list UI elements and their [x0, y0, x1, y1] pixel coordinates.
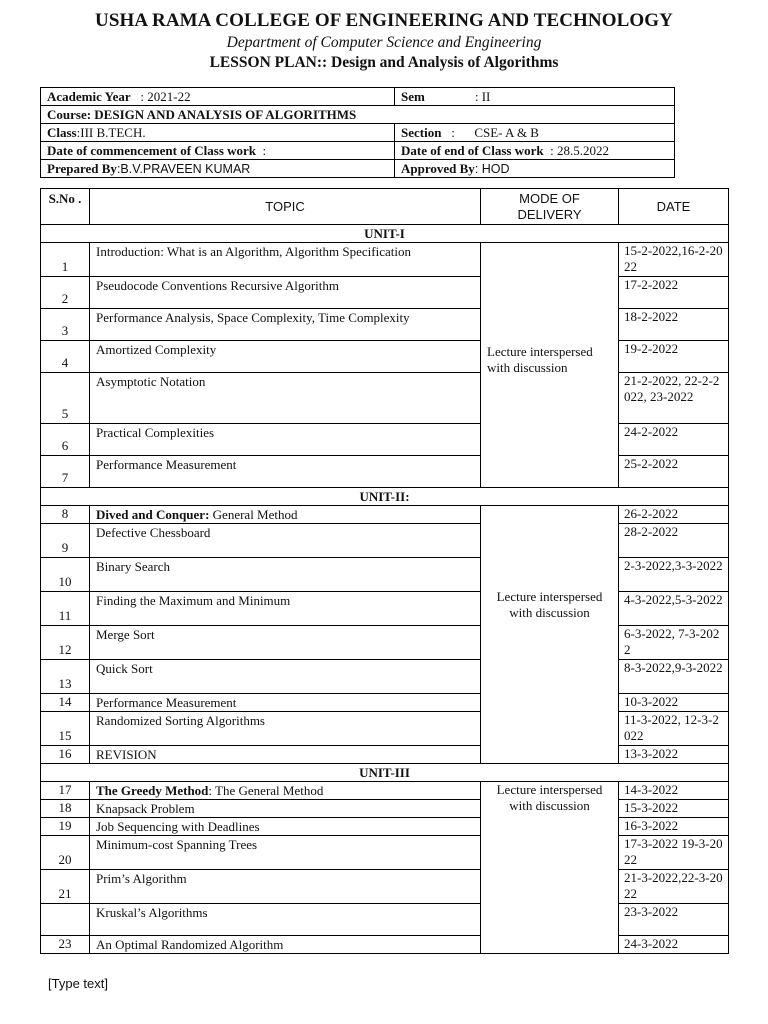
row-topic: Binary Search [90, 558, 481, 592]
row-topic: REVISION [90, 746, 481, 764]
row-sno: 20 [41, 836, 90, 870]
row-topic: Introduction: What is an Algorithm, Algorithm Specification [90, 243, 481, 277]
table-row [41, 626, 729, 660]
col-header-sno: S.No . [41, 189, 90, 225]
row-date: 13-3-2022 [619, 746, 729, 764]
row-topic: Finding the Maximum and Minimum [90, 592, 481, 626]
row-topic: Performance Measurement [90, 456, 481, 488]
col-header-date: DATE [619, 189, 729, 225]
row-topic: Merge Sort [90, 626, 481, 660]
course-info-table [40, 87, 675, 178]
row-date: 4-3-2022,5-3-2022 [619, 592, 729, 626]
table-row [41, 309, 729, 341]
row-topic: Asymptotic Notation [90, 373, 481, 424]
table-row [41, 870, 729, 904]
row-sno: 10 [41, 558, 90, 592]
table-row [41, 243, 729, 277]
row-sno: 6 [41, 424, 90, 456]
row-sno: 5 [41, 373, 90, 424]
table-row [41, 277, 729, 309]
class-cell: Class:III B.TECH. [41, 124, 395, 142]
academic-year-cell: Academic Year : 2021-22 [41, 88, 395, 106]
row-date: 6-3-2022, 7-3-2022 [619, 626, 729, 660]
row-sno: 7 [41, 456, 90, 488]
row-sno: 21 [41, 870, 90, 904]
row-topic: An Optimal Randomized Algorithm [90, 936, 481, 954]
col-header-mode: MODE OF DELIVERY [481, 189, 619, 225]
row-date: 21-2-2022, 22-2-2022, 23-2022 [619, 373, 729, 424]
row-sno: 12 [41, 626, 90, 660]
lesson-schedule-table [40, 188, 729, 954]
row-sno: 3 [41, 309, 90, 341]
department-name: Department of Computer Science and Engineering [226, 34, 542, 51]
row-sno: 16 [41, 746, 90, 764]
col-header-topic: TOPIC [90, 189, 481, 225]
table-row [41, 558, 729, 592]
row-topic: Performance Measurement [90, 694, 481, 712]
row-date: 16-3-2022 [619, 818, 729, 836]
row-sno: 13 [41, 660, 90, 694]
row-date: 11-3-2022, 12-3-2022 [619, 712, 729, 746]
row-sno: 18 [41, 800, 90, 818]
row-topic: The Greedy Method: The General Method [90, 782, 481, 800]
table-row [41, 456, 729, 488]
row-sno: 11 [41, 592, 90, 626]
row-date: 26-2-2022 [619, 506, 729, 524]
row-date: 8-3-2022,9-3-2022 [619, 660, 729, 694]
table-row [41, 800, 729, 818]
row-topic: Practical Complexities [90, 424, 481, 456]
unit-header: UNIT-III [41, 764, 729, 782]
end-date-cell: Date of end of Class work : 28.5.2022 [395, 142, 675, 160]
footer-placeholder: [Type text] [48, 976, 108, 991]
table-row [41, 904, 729, 936]
table-row [41, 424, 729, 456]
row-mode-of-delivery: Lecture interspersed with discussion [481, 506, 619, 764]
row-date: 25-2-2022 [619, 456, 729, 488]
section-cell: Section : CSE- A & B [395, 124, 675, 142]
row-sno: 23 [41, 936, 90, 954]
row-sno [41, 904, 90, 936]
row-topic: Defective Chessboard [90, 524, 481, 558]
row-topic: Amortized Complexity [90, 341, 481, 373]
row-date: 18-2-2022 [619, 309, 729, 341]
row-date: 28-2-2022 [619, 524, 729, 558]
row-topic: Randomized Sorting Algorithms [90, 712, 481, 746]
table-row [41, 341, 729, 373]
table-row [41, 818, 729, 836]
row-date: 19-2-2022 [619, 341, 729, 373]
table-row [41, 506, 729, 524]
row-date: 21-3-2022,22-3-2022 [619, 870, 729, 904]
approved-by-cell: Approved By: HOD [395, 160, 675, 178]
table-row [41, 524, 729, 558]
prepared-by-cell: Prepared By:B.V.PRAVEEN KUMAR [41, 160, 395, 178]
row-date: 2-3-2022,3-3-2022 [619, 558, 729, 592]
row-sno: 4 [41, 341, 90, 373]
row-mode-of-delivery: Lecture interspersed with discussion [481, 782, 619, 954]
row-topic: Minimum-cost Spanning Trees [90, 836, 481, 870]
row-date: 14-3-2022 [619, 782, 729, 800]
table-row [41, 694, 729, 712]
row-topic: Performance Analysis, Space Complexity, Time Complexity [90, 309, 481, 341]
college-name: USHA RAMA COLLEGE OF ENGINEERING AND TECHNOLOGY [95, 10, 673, 31]
sem-cell: Sem : II [395, 88, 675, 106]
row-sno: 9 [41, 524, 90, 558]
row-sno: 1 [41, 243, 90, 277]
row-topic: Knapsack Problem [90, 800, 481, 818]
table-row [41, 373, 729, 424]
table-row [41, 782, 729, 800]
table-row [41, 660, 729, 694]
row-sno: 14 [41, 694, 90, 712]
table-row [41, 592, 729, 626]
row-date: 15-2-2022,16-2-2022 [619, 243, 729, 277]
row-topic: Job Sequencing with Deadlines [90, 818, 481, 836]
row-mode-of-delivery: Lecture interspersed with discussion [481, 243, 619, 488]
unit-header: UNIT-II: [41, 488, 729, 506]
table-row [41, 936, 729, 954]
row-topic: Prim’s Algorithm [90, 870, 481, 904]
row-date: 10-3-2022 [619, 694, 729, 712]
row-date: 24-3-2022 [619, 936, 729, 954]
lesson-plan-title: LESSON PLAN:: Design and Analysis of Algorithms [209, 54, 559, 71]
row-topic: Kruskal’s Algorithms [90, 904, 481, 936]
table-row [41, 746, 729, 764]
table-row [41, 712, 729, 746]
commencement-cell: Date of commencement of Class work : [41, 142, 395, 160]
table-row [41, 836, 729, 870]
unit-header: UNIT-I [41, 225, 729, 243]
row-date: 23-3-2022 [619, 904, 729, 936]
row-topic: Quick Sort [90, 660, 481, 694]
course-cell: Course: DESIGN AND ANALYSIS OF ALGORITHMS [41, 106, 675, 124]
row-date: 24-2-2022 [619, 424, 729, 456]
row-date: 17-3-2022 19-3-2022 [619, 836, 729, 870]
row-sno: 17 [41, 782, 90, 800]
row-date: 15-3-2022 [619, 800, 729, 818]
row-topic: Pseudocode Conventions Recursive Algorithm [90, 277, 481, 309]
row-sno: 19 [41, 818, 90, 836]
row-date: 17-2-2022 [619, 277, 729, 309]
row-topic: Dived and Conquer: General Method [90, 506, 481, 524]
row-sno: 8 [41, 506, 90, 524]
row-sno: 2 [41, 277, 90, 309]
row-sno: 15 [41, 712, 90, 746]
